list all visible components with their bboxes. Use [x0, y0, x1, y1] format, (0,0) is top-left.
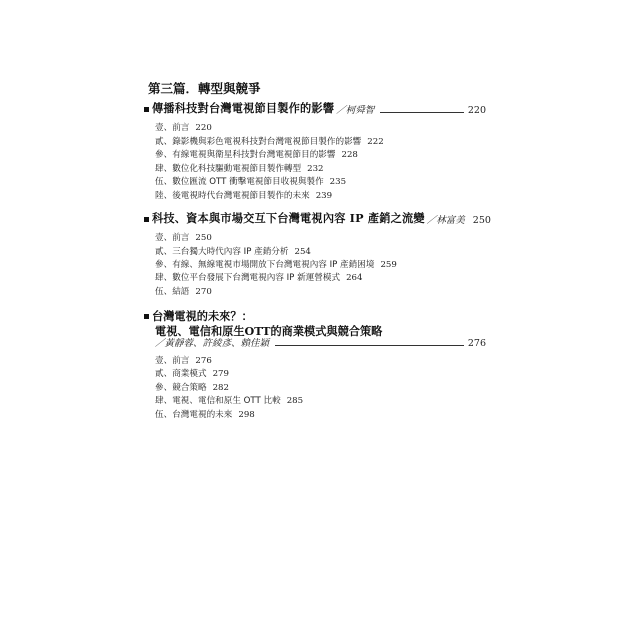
section-label: 伍、結語 — [155, 287, 190, 297]
section-label: 參、有線、無線電視市場開放下台灣電視內容 IP 產銷困境 — [155, 260, 375, 270]
chapter-heading — [144, 211, 491, 226]
list-item — [155, 135, 384, 147]
section-label: 貳、錄影機與彩色電視科技對台灣電視節目製作的影響 — [155, 137, 362, 147]
section-page-number: 298 — [238, 410, 255, 420]
chapter-author: ／林富美 — [426, 215, 465, 226]
list-item — [155, 148, 358, 160]
chapter-author: ／柯舜智 — [336, 105, 375, 116]
list-item — [155, 394, 303, 406]
section-label: 壹、前言 — [155, 233, 190, 243]
section-page-number: 279 — [212, 369, 229, 379]
section-page-number: 285 — [286, 396, 304, 406]
list-item — [155, 245, 311, 257]
section-label: 壹、前言 — [155, 123, 190, 133]
section-page-number: 220 — [195, 123, 212, 133]
chapter-heading — [144, 102, 486, 116]
section-label: 陸、後電視時代台灣電視節目製作的未來 — [155, 191, 310, 201]
section-label: 伍、台灣電視的未來 — [155, 410, 233, 420]
chapter-page-number: 220 — [467, 105, 486, 116]
section-page-number: 250 — [195, 233, 212, 243]
bullet-icon — [144, 107, 149, 112]
chapter-subtitle: 電視、電信和原生OTT的商業模式與競合策略 — [155, 324, 383, 338]
list-item — [155, 381, 229, 393]
chapter-page-number: 250 — [472, 215, 491, 226]
list-item — [155, 121, 212, 133]
section-label: 貳、三台獨大時代內容 IP 產銷分析 — [155, 247, 289, 257]
section-page-number: 254 — [294, 247, 311, 257]
section-label: 參、有線電視與衛星科技對台灣電視節目的影響 — [155, 150, 336, 160]
bullet-icon — [144, 217, 149, 222]
list-item — [155, 231, 212, 243]
section-label: 伍、數位匯流 OTT 衝擊電視節目收視與製作 — [155, 177, 324, 187]
section-page-number: 239 — [315, 191, 333, 201]
leader-line — [380, 111, 464, 113]
section-page-number: 270 — [195, 287, 212, 297]
section-label: 肆、電視、電信和原生 OTT 比較 — [155, 396, 281, 406]
section-label: 肆、數位平台發展下台灣電視內容 IP 新運營模式 — [155, 273, 341, 283]
chapter-author: ／黃靜蓉、許綾彥、賴佳穎 — [155, 338, 270, 349]
list-item — [155, 258, 397, 270]
part-title: 第三篇．轉型與競爭 — [148, 81, 261, 96]
chapter-heading — [144, 308, 253, 324]
list-item — [155, 285, 212, 297]
section-label: 壹、前言 — [155, 356, 190, 366]
section-page-number: 264 — [346, 273, 363, 283]
bullet-icon — [144, 314, 149, 319]
list-item — [155, 271, 362, 283]
chapter-title: 傳播科技對台灣電視節目製作的影響 — [152, 101, 335, 115]
list-item — [155, 367, 229, 379]
list-item — [155, 408, 255, 420]
leader-line — [275, 344, 464, 346]
chapter-page-number: 276 — [467, 338, 486, 349]
list-item — [155, 162, 324, 174]
section-page-number: 228 — [341, 150, 358, 160]
section-page-number: 222 — [367, 137, 384, 147]
section-page-number: 259 — [380, 260, 397, 270]
section-page-number: 282 — [212, 383, 229, 393]
section-page-number: 235 — [329, 177, 347, 187]
chapter-title: 科技、資本與市場交互下台灣電視內容 IP 產銷之流變 — [152, 211, 425, 225]
section-label: 肆、數位化科技驅動電視節目製作轉型 — [155, 164, 302, 174]
list-item — [155, 189, 332, 201]
list-item — [155, 175, 346, 187]
section-label: 參、競合策略 — [155, 383, 207, 393]
chapter-title: 台灣電視的未來？： — [152, 309, 253, 323]
section-label: 貳、商業模式 — [155, 369, 207, 379]
section-page-number: 276 — [195, 356, 212, 366]
section-page-number: 232 — [307, 164, 324, 174]
chapter-author-line — [155, 335, 486, 349]
list-item — [155, 354, 212, 366]
